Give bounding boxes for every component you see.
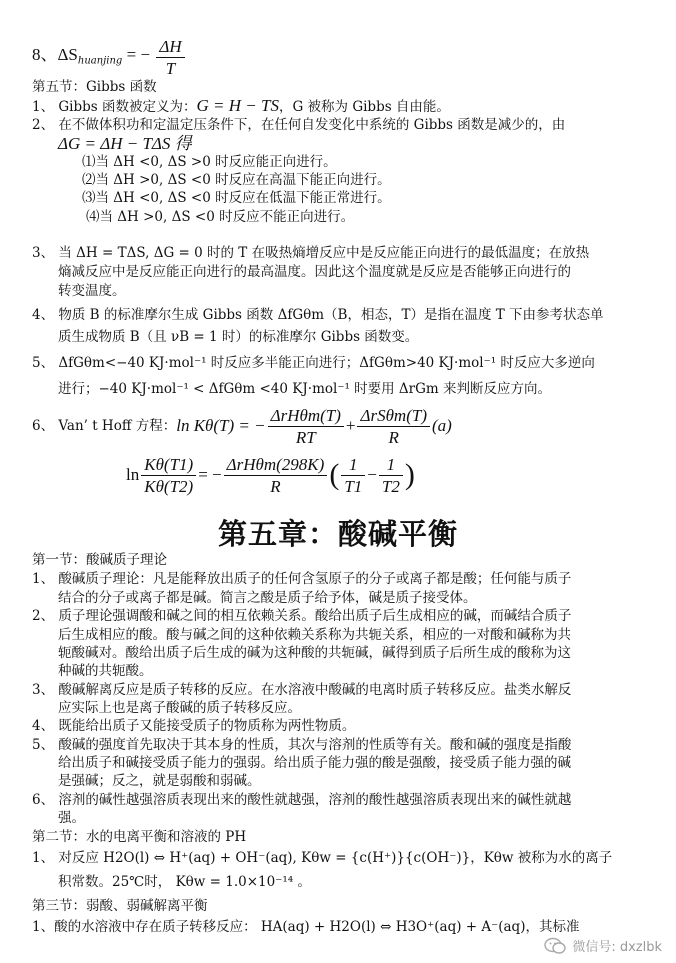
section-heading-weak-acid: 第三节：弱酸、弱碱解离平衡 [32,898,208,914]
chapter-title: 第五章：酸碱平衡 [217,517,458,551]
acid-item-1-line2: 结合的分子或离子都是碱。简言之酸是质子给予体，碱是质子接受体。 [58,590,477,606]
acid-item-5-line2: 给出质子和碱接受质子能力的强弱。给出质子能力强的酸是强酸，接受质子能力强的碱 [58,755,571,771]
weak-acid-item-1: 1、酸的水溶液中存在质子转移反应： HA(aq) + H2O(l) ⇔ H3O⁺(aq) + A⁻(aq)，其标准 [32,919,580,935]
gibbs-item-5-line1: 5、 ΔfGθm<−40 KJ·mol⁻¹ 时反应多半能正向进行；ΔfGθm>40 KJ·mol⁻¹ 时反应大多逆向 [32,355,595,371]
watermark-text: 微信号: dxzlbk [572,940,662,955]
acid-item-3-line1: 3、 酸碱解离反应是质子转移的反应。在水溶液中酸碱的电离时质子转移反应。盐类水解反 [32,682,572,698]
gibbs-item-4-line2: 质生成物质 B（且 νB = 1 时）的标准摩尔 Gibbs 函数变。 [58,329,419,345]
acid-item-2-line2: 后生成相应的酸。酸与碱之间的这种依赖关系称为共轭关系，相应的一对酸和碱称为共 [58,627,571,643]
acid-item-1-line1: 1、 酸碱质子理论：凡是能释放出质子的任何含氢原子的分子或离子都是酸；任何能与质子 [32,571,572,587]
gibbs-item-2: 2、 在不做体积功和定温定压条件下，在任何自发变化中系统的 Gibbs 函数是减少的，由 [32,117,566,133]
acid-item-4: 4、 既能给出质子又能接受质子的物质称为两性物质。 [32,718,356,734]
entropy-surroundings-formula: 8、$\Delta S_{huanjing}$ = − $\frac{\Delta H}{T}$ [32,36,187,79]
acid-item-2-line4: 种碱的共轭酸。 [58,663,153,679]
water-item-1-line1: 1、 对反应 H2O(l) ⇔ H⁺(aq) + OH⁻(aq), Kθw = {c(H⁺)}{c(OH⁻)}，Kθw 被称为水的离子 [32,850,613,866]
acid-item-3-line2: 应实际上也是离子酸碱的质子转移反应。 [58,700,301,716]
acid-item-6-line1: 6、 溶剂的碱性越强溶质表现出来的酸性就越强，溶剂的酸性越强溶质表现出来的碱性就越 [32,792,572,808]
gibbs-item-5-line2: 进行；−40 KJ·mol⁻¹ < ΔfGθm <40 KJ·mol⁻¹ 时要用 ΔrGm 来判断反应方向。 [58,381,552,397]
acid-item-2-line1: 2、 质子理论强调酸和碱之间的相互依赖关系。酸给出质子后生成相应的碱，而碱结合质子 [32,608,572,624]
acid-item-5-line1: 5、 酸碱的强度首先取决于其本身的性质，其次与溶剂的性质等有关。酸和碱的强度是指酸 [32,737,572,753]
gibbs-case-1: ⑴当 ΔH <0, ΔS >0 时反应能正向进行。 [82,154,337,170]
acid-item-5-line3: 是强碱；反之，就是弱酸和弱碱。 [58,773,261,789]
water-item-1-line2: 积常数。25℃时， Kθw = 1.0×10⁻¹⁴ 。 [58,874,311,890]
wechat-watermark [544,936,662,955]
gibbs-equation: ΔG = ΔH − TΔS 得 [58,134,192,153]
section-heading-gibbs: 第五节：Gibbs 函数 [32,79,157,95]
gibbs-item-4-line1: 4、 物质 B 的标准摩尔生成 Gibbs 函数 ΔfGθm（B，相态，T）是指在温度 T 下由参考状态单 [32,307,604,323]
gibbs-definition: 1、 Gibbs 函数被定义为：G = H − TS，G 被称为 Gibbs 自由能。 [32,96,450,115]
section-heading-water: 第二节：水的电离平衡和溶液的 PH [32,829,247,845]
gibbs-case-3: ⑶当 ΔH <0, ΔS <0 时反应在低温下能正常进行。 [82,190,391,206]
gibbs-item-3-line1: 3、 当 ΔH = TΔS, ΔG = 0 时的 T 在吸热熵增反应中是反应能正向进行的最低温度；在放热 [32,245,590,261]
vant-hoff-equation-1: 6、 Van’ t Hoff 方程： ln Kθ(T) = − $\frac{\text{ΔrHθm(T)}}{RT}$ + $\frac{\text{ΔrSθm(T)}}{R}$ (a) [32,405,452,447]
gibbs-item-3-line2: 熵减反应中是反应能正向进行的最高温度。因此这个温度就是反应是否能够正向进行的 [58,264,571,280]
vant-hoff-equation-2: ln $\frac{K\theta(T1)}{K\theta(T2)}$ = − $\frac{\text{ΔrHθm(298K)}}{R}$ ( $\frac{1}{T1}$ − $\frac{1}{T2}$ ) [126,454,415,496]
gibbs-case-4: ⑷当 ΔH >0, ΔS <0 时反应不能正向进行。 [86,209,355,225]
acid-item-6-line2: 强。 [58,810,85,826]
acid-item-2-line3: 轭酸碱对。酸给出质子后生成的碱为这种酸的共轭碱，碱得到质子后所生成的酸称为这 [58,645,571,661]
gibbs-item-3-line3: 转变温度。 [58,283,126,299]
section-heading-proton-theory: 第一节：酸碱质子理论 [32,552,167,568]
wechat-icon [544,937,566,955]
gibbs-case-2: ⑵当 ΔH >0, ΔS <0 时反应在高温下能正向进行。 [82,172,391,188]
